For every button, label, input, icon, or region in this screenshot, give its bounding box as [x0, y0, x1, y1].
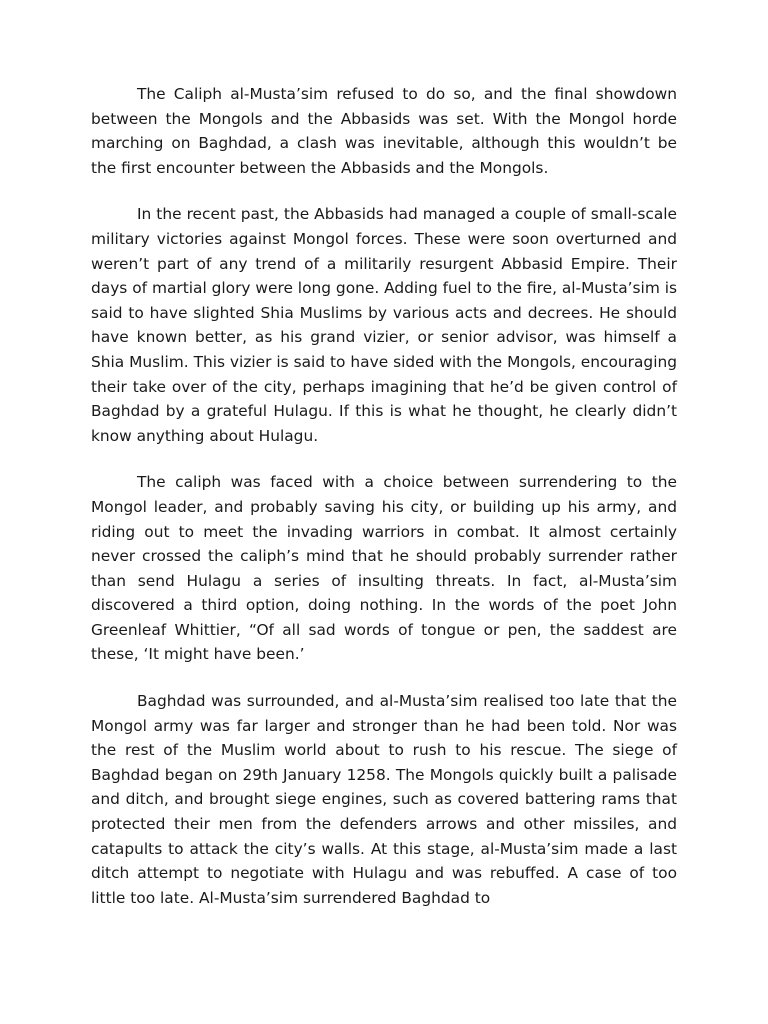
paragraph-siege-of-baghdad: Baghdad was surrounded, and al-Musta’sim realised too late that the Mongol army was far larger and stronger than he had been told. Nor was the rest of the Muslim world about to rush to his rescue. The siege of Baghdad began on 29th January 1258. The Mongols quickly built a palisade and ditch, and brought siege engines, such as covered battering rams that protected their men from the defenders arrows and other missiles, and catapults to attack the city’s walls. At this stage, al-Musta’sim made a last ditch attempt to negotiate with Hulagu and was rebuffed. A case of too little too late. Al-Musta’sim surrendered Baghdad to [91, 692, 677, 907]
document-page [91, 82, 677, 910]
paragraph-refusal-showdown: The Caliph al-Musta’sim refused to do so, and the final showdown between the Mongols and the Abbasids was set. With the Mongol horde marching on Baghdad, a clash was inevitable, although this wouldn’t be the first encounter between the Abbasids and the Mongols. [91, 85, 677, 177]
paragraph-recent-past: In the recent past, the Abbasids had managed a couple of small-scale military victories against Mongol forces. These were soon overturned and weren’t part of any trend of a militarily resurgent Abbasid Empire. Their days of martial glory were long gone. Adding fuel to the fire, al-Musta’sim is said to have slighted Shia Muslims by various acts and decrees. He should have known better, as his grand vizier, or senior advisor, was himself a Shia Muslim. This vizier is said to have sided with the Mongols, encouraging their take over of the city, perhaps imagining that he’d be given control of Baghdad by a grateful Hulagu. If this is what he thought, he clearly didn’t know anything about Hulagu. [91, 205, 677, 445]
paragraph-caliph-choice: The caliph was faced with a choice between surrendering to the Mongol leader, and probably saving his city, or building up his army, and riding out to meet the invading warriors in combat. It almost certainly never crossed the caliph’s mind that he should probably surrender rather than send Hulagu a series of insulting threats. In fact, al-Musta’sim discovered a third option, doing nothing. In the words of the poet John Greenleaf Whittier, “Of all sad words of tongue or pen, the saddest are these, ‘It might have been.’ [91, 473, 677, 664]
